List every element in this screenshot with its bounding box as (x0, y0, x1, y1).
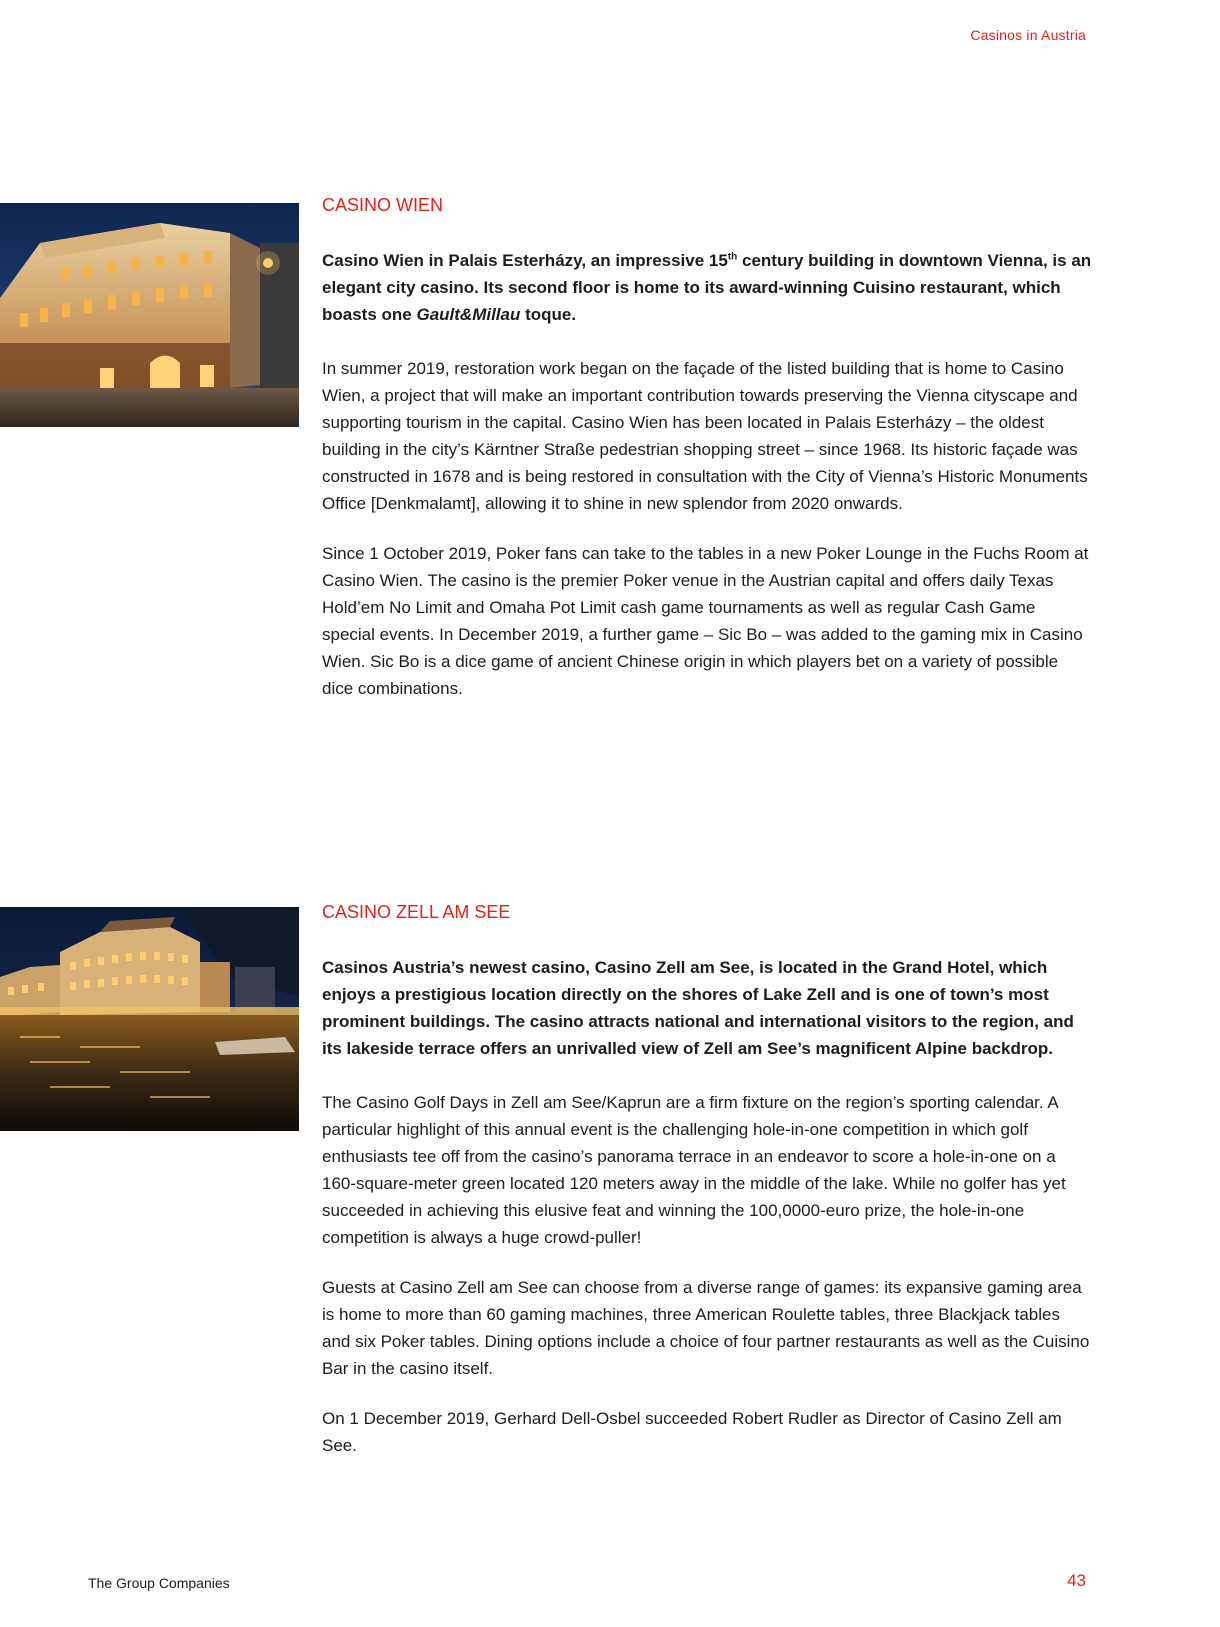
casino-zell-am-see-photo (0, 907, 299, 1131)
running-head: Casinos in Austria (970, 27, 1086, 43)
section-heading: CASINO ZELL AM SEE (322, 902, 511, 922)
lead-text: toque. (520, 305, 577, 324)
section-heading: CASINO WIEN (322, 195, 444, 215)
page-number: 43 (1067, 1571, 1086, 1590)
body-paragraph: In summer 2019, restoration work began on the façade of the listed building that is home to Casino Wien, a project that will make an important contribution towards preserving the Vienna cityscape and supporting tourism in the capital. Casino Wien has been located in Palais Esterházy – the oldest building in the city’s Kärntner Straße pedestrian shopping street – since 1968. Its historic façade was constructed in 1678 and is being restored in consultation with the City of Vienna’s Historic Monuments Office [Denkmalamt], allowing it to shine in new splendor from 2020 onwards. (322, 359, 1088, 513)
footer-section-title: The Group Companies (88, 1575, 230, 1591)
lead-italic: Gault&Millau (416, 305, 521, 324)
lead-text: Casino Wien in Palais Esterházy, an impressive 15 (322, 251, 728, 270)
body-paragraph: On 1 December 2019, Gerhard Dell-Osbel succeeded Robert Rudler as Director of Casino Zell am See. (322, 1409, 1062, 1455)
section-casino-zell-am-see (322, 902, 1092, 1482)
section-lead: Casinos Austria’s newest casino, Casino Zell am See, is located in the Grand Hotel, which enjoys a prestigious location directly on the shores of Lake Zell and is one of town’s most prominent buildings. The casino attracts national and international visitors to the region, and its lakeside terrace offers an unrivalled view of Zell am See’s magnificent Alpine backdrop. (322, 958, 1074, 1058)
section-casino-wien (322, 195, 1092, 725)
lead-text: century building in downtown Vienna, is an elegant city casino. Its second floor is home to its award-winning Cuisino restaurant, which boasts one (322, 251, 1092, 324)
casino-wien-photo (0, 203, 299, 427)
body-paragraph: Guests at Casino Zell am See can choose from a diverse range of games: its expansive gaming area is home to more than 60 gaming machines, three American Roulette tables, three Blackjack tables and six Poker tables. Dining options include a choice of four partner restaurants as well as the Cuisino Bar in the casino itself. (322, 1278, 1090, 1378)
section-lead (322, 247, 1092, 328)
lead-superscript: th (727, 251, 738, 263)
body-paragraph: The Casino Golf Days in Zell am See/Kaprun are a firm fixture on the region’s sporting calendar. A particular highlight of this annual event is the challenging hole-in-one competition in which golf enthusiasts tee off from the casino’s panorama terrace in an endeavor to score a hole-in-one on a 160-square-meter green located 120 meters away in the middle of the lake. While no golfer has yet succeeded in achieving this elusive feat and winning the 100,0000-euro prize, the hole-in-one competition is always a huge crowd-puller! (322, 1093, 1066, 1247)
body-paragraph: Since 1 October 2019, Poker fans can take to the tables in a new Poker Lounge in the Fuchs Room at Casino Wien. The casino is the premier Poker venue in the Austrian capital and offers daily Texas Hold’em No Limit and Omaha Pot Limit cash game tournaments as well as regular Cash Game special events. In December 2019, a further game – Sic Bo – was added to the gaming mix in Casino Wien. Sic Bo is a dice game of ancient Chinese origin in which players bet on a variety of possible dice combinations. (322, 544, 1089, 698)
